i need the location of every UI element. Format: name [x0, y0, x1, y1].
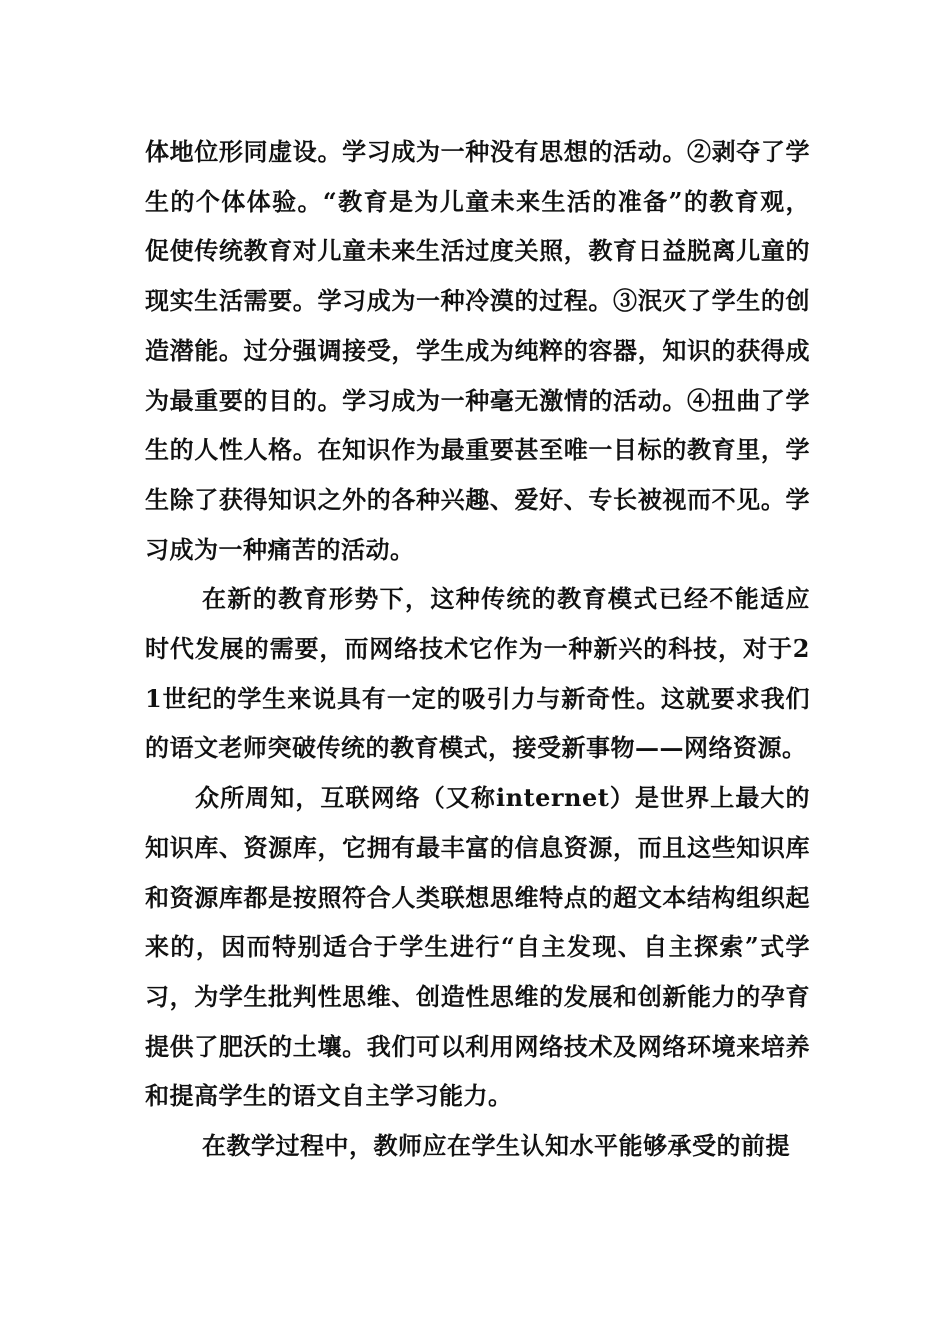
paragraph-internet: 众所周知，互联网络（又称internet）是世界上最大的知识库、资源库，它拥有最丰富的信息资源，而且这些知识库和资源库都是按照符合人类联想思维特点的超文本结构组织起来的，因而特别适合于学生进行“自主发现、自主探索”式学习，为学生批判性思维、创造性思维的发展和创新能力的孕育提供了肥沃的土壤。我们可以利用网络技术及网络环境来培养和提高学生的语文自主学习能力。 — [145, 783, 810, 1111]
paragraph-new-education: 在新的教育形势下，这种传统的教育模式已经不能适应时代发展的需要，而网络技术它作为一种新兴的科技，对于21世纪的学生来说具有一定的吸引力与新奇性。这就要求我们的语文老师突破传统的教育模式，接受新事物——网络资源。 — [145, 584, 810, 763]
paragraph-teaching-process: 在教学过程中，教师应在学生认知水平能够承受的前提 — [202, 1131, 790, 1161]
document-body — [145, 127, 810, 1171]
paragraph-continuation: 体地位形同虚设。学习成为一种没有思想的活动。②剥夺了学生的个体体验。“教育是为儿童未来生活的准备”的教育观，促使传统教育对儿童未来生活过度关照，教育日益脱离儿童的现实生活需要。学习成为一种冷漠的过程。③泯灭了学生的创造潜能。过分强调接受，学生成为纯粹的容器，知识的获得成为最重要的目的。学习成为一种毫无激情的活动。④扭曲了学生的人性人格。在知识作为最重要甚至唯一目标的教育里，学生除了获得知识之外的各种兴趣、爱好、专长被视而不见。学习成为一种痛苦的活动。 — [145, 137, 810, 564]
